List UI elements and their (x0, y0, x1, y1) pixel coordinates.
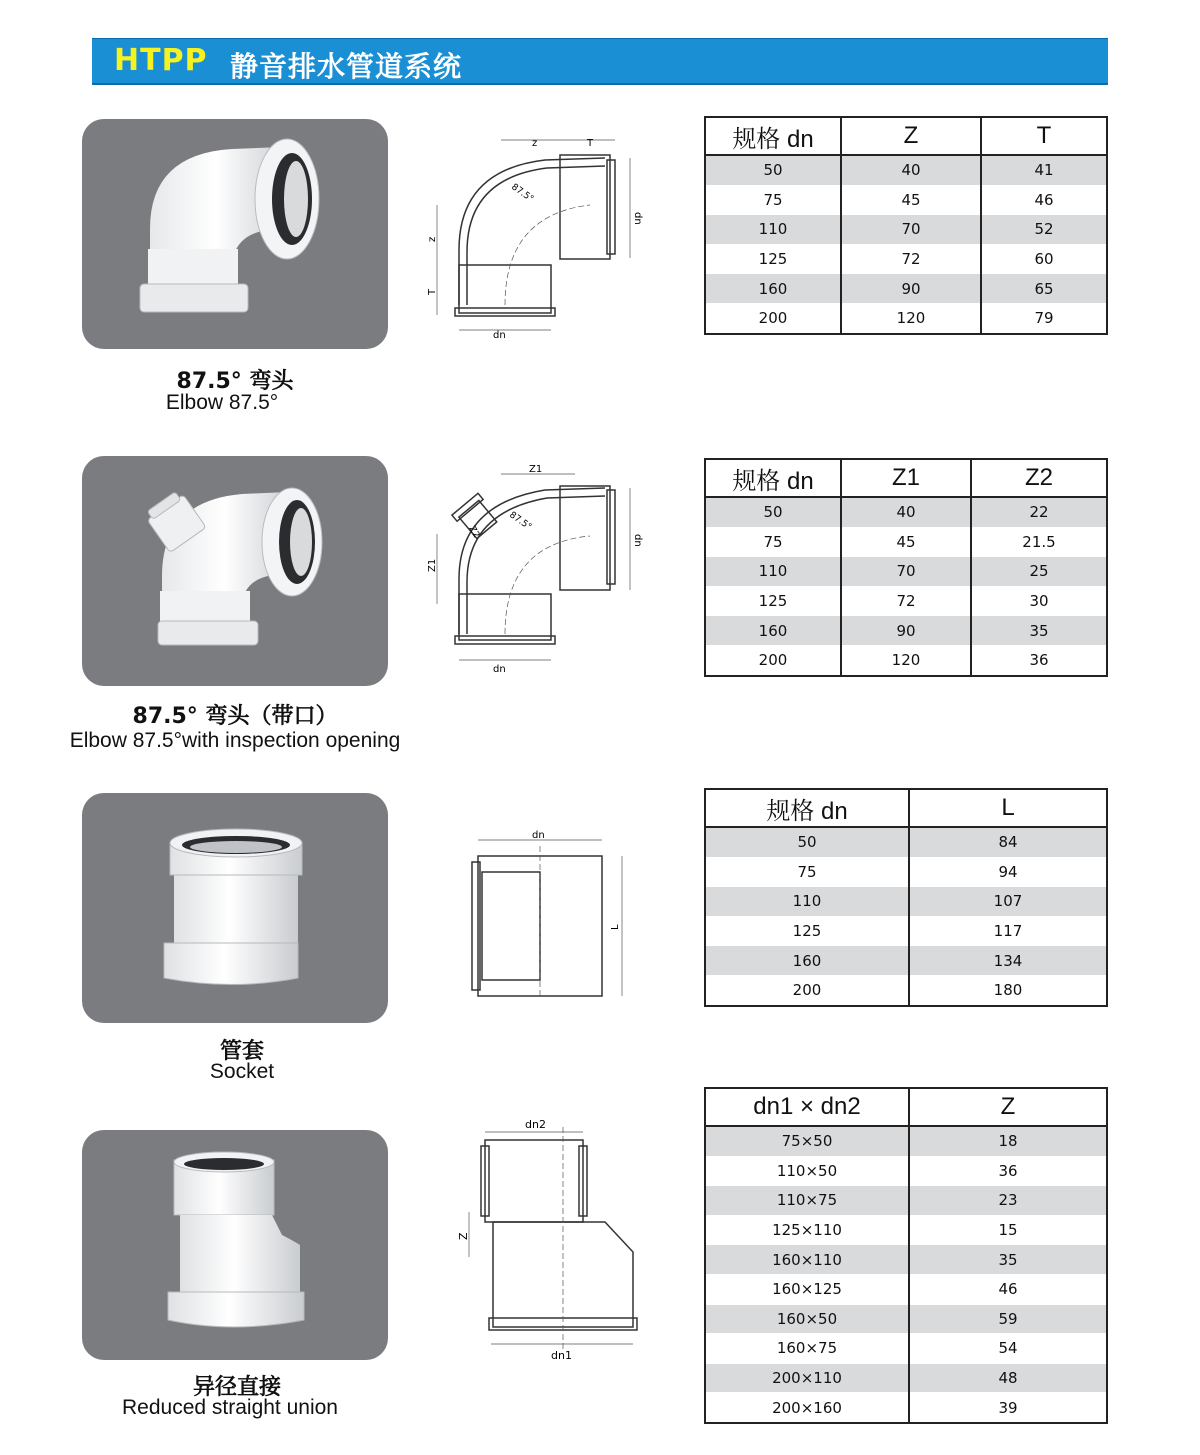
table-cell: 160 (705, 274, 841, 304)
table-row (705, 1156, 1107, 1186)
table-header: dn1 × dn2 (705, 1088, 909, 1126)
table-cell: 120 (841, 645, 971, 675)
table-cell: 45 (841, 185, 981, 215)
table-cell: 15 (909, 1215, 1107, 1245)
table-cell: 54 (909, 1334, 1107, 1364)
table-cell: 35 (909, 1245, 1107, 1275)
table-header: L (909, 789, 1107, 827)
table-row (705, 857, 1107, 887)
table-cell: 110 (705, 887, 909, 917)
reducer-image (82, 1130, 388, 1360)
socket-image (82, 793, 388, 1023)
table-cell: 75 (705, 185, 841, 215)
table-header: Z1 (841, 459, 971, 497)
dim-z2-label: Z2 (466, 524, 482, 540)
table-header: Z2 (971, 459, 1107, 497)
dim-dn-label: dn (493, 664, 506, 675)
table-cell: 120 (841, 303, 981, 333)
table-cell: 160×75 (705, 1334, 909, 1364)
socket-drawing (462, 826, 642, 1001)
elbow-image (82, 119, 388, 349)
table-cell: 60 (981, 244, 1107, 274)
socket-spec-table (704, 788, 1108, 1007)
elbow-caption-cn: 87.5° 弯头 (176, 369, 294, 394)
table-row (705, 916, 1107, 946)
table-cell: 65 (981, 274, 1107, 304)
table-cell: 46 (981, 185, 1107, 215)
table-cell: 30 (971, 586, 1107, 616)
table-header: Z (909, 1088, 1107, 1126)
table-cell: 160×110 (705, 1245, 909, 1275)
elbow-inspection-photo (82, 456, 388, 686)
elbow-inspection-caption-en: Elbow 87.5°with inspection opening (69, 729, 401, 752)
table-cell: 160 (705, 946, 909, 976)
table-cell: 110 (705, 215, 841, 245)
table-cell: 160×50 (705, 1304, 909, 1334)
table-cell: 160 (705, 616, 841, 646)
socket-caption-cn: 管套 (219, 1039, 264, 1064)
title-banner (92, 38, 1108, 85)
table-row (705, 1126, 1107, 1156)
table-cell: 50 (705, 155, 841, 185)
table-row (705, 185, 1107, 215)
table-cell: 84 (909, 827, 1107, 857)
table-row (705, 827, 1107, 857)
table-row (705, 586, 1107, 616)
table-cell: 35 (971, 616, 1107, 646)
reducer-caption-cn: 异径直接 (192, 1375, 281, 1400)
table-cell: 75 (705, 527, 841, 557)
table-cell: 90 (841, 616, 971, 646)
table-cell: 21.5 (971, 527, 1107, 557)
elbow-drawing (425, 130, 645, 345)
table-cell: 125 (705, 244, 841, 274)
dim-z1-label: Z1 (529, 464, 543, 475)
table-cell: 94 (909, 857, 1107, 887)
table-cell: 18 (909, 1126, 1107, 1156)
table-cell: 22 (971, 497, 1107, 527)
reducer-caption-en: Reduced straight union (122, 1396, 338, 1419)
table-cell: 75×50 (705, 1126, 909, 1156)
table-cell: 72 (841, 244, 981, 274)
table-cell: 48 (909, 1363, 1107, 1393)
table-cell: 25 (971, 557, 1107, 587)
table-row (705, 1274, 1107, 1304)
table-cell: 70 (841, 557, 971, 587)
table-cell: 117 (909, 916, 1107, 946)
elbow-inspection-spec-table (704, 458, 1108, 677)
dim-z-label: Z (457, 1232, 470, 1240)
dim-l-label: L (610, 924, 621, 930)
table-cell: 50 (705, 497, 841, 527)
table-header: T (981, 117, 1107, 155)
table-row (705, 1334, 1107, 1364)
table-cell: 40 (841, 497, 971, 527)
dim-dn-side-label: dn (632, 534, 643, 547)
table-cell: 72 (841, 586, 971, 616)
dim-t-side-label: T (427, 288, 438, 295)
table-row (705, 527, 1107, 557)
table-cell: 45 (841, 527, 971, 557)
table-row (705, 1393, 1107, 1423)
table-cell: 52 (981, 215, 1107, 245)
elbow-spec-table (704, 116, 1108, 335)
elbow-inspection-drawing (425, 464, 645, 679)
page-title: 静音排水管道系统 (230, 50, 463, 83)
dim-dn1-label: dn1 (551, 1349, 572, 1362)
table-cell: 125 (705, 916, 909, 946)
table-cell: 36 (909, 1156, 1107, 1186)
table-cell: 200 (705, 975, 909, 1005)
elbow-caption-en: Elbow 87.5° (165, 391, 279, 414)
table-row (705, 616, 1107, 646)
table-row (705, 1363, 1107, 1393)
table-cell: 125 (705, 586, 841, 616)
dim-z-side-label: z (427, 236, 438, 242)
elbow-inspection-image (82, 456, 388, 686)
table-cell: 200 (705, 303, 841, 333)
table-cell: 41 (981, 155, 1107, 185)
table-cell: 59 (909, 1304, 1107, 1334)
table-cell: 134 (909, 946, 1107, 976)
table-cell: 110×75 (705, 1186, 909, 1216)
table-row (705, 215, 1107, 245)
dim-t-label: T (587, 138, 594, 149)
table-cell: 70 (841, 215, 981, 245)
reducer-drawing (455, 1112, 645, 1367)
dim-angle-label: 87.5° (509, 182, 536, 205)
table-cell: 107 (909, 887, 1107, 917)
dim-z-label: z (532, 138, 538, 149)
table-cell: 79 (981, 303, 1107, 333)
reducer-spec-table (704, 1087, 1108, 1424)
table-row (705, 274, 1107, 304)
table-cell: 46 (909, 1274, 1107, 1304)
table-cell: 75 (705, 857, 909, 887)
socket-photo (82, 793, 388, 1023)
table-row (705, 303, 1107, 333)
dim-dn-side-label: dn (632, 212, 643, 225)
table-row (705, 244, 1107, 274)
table-row (705, 975, 1107, 1005)
reducer-photo (82, 1130, 388, 1360)
table-row (705, 497, 1107, 527)
table-cell: 50 (705, 827, 909, 857)
table-cell: 36 (971, 645, 1107, 675)
dim-angle-label: 87.5° (507, 510, 534, 533)
table-row (705, 557, 1107, 587)
dim-dn-label: dn (493, 330, 506, 341)
table-row (705, 1245, 1107, 1275)
dim-dn-label: dn (532, 830, 545, 841)
elbow-inspection-caption-cn: 87.5° 弯头（带口） (132, 704, 338, 729)
dim-dn2-label: dn2 (525, 1118, 546, 1131)
socket-caption-en: Socket (209, 1060, 275, 1083)
table-cell: 160×125 (705, 1274, 909, 1304)
table-cell: 40 (841, 155, 981, 185)
table-row (705, 1304, 1107, 1334)
table-cell: 110×50 (705, 1156, 909, 1186)
table-row (705, 946, 1107, 976)
table-header: Z (841, 117, 981, 155)
table-cell: 200 (705, 645, 841, 675)
table-header: 规格 dn (705, 459, 841, 497)
table-cell: 180 (909, 975, 1107, 1005)
table-header: 规格 dn (705, 789, 909, 827)
table-row (705, 645, 1107, 675)
table-cell: 23 (909, 1186, 1107, 1216)
table-cell: 200×160 (705, 1393, 909, 1423)
table-row (705, 887, 1107, 917)
table-cell: 125×110 (705, 1215, 909, 1245)
table-cell: 39 (909, 1393, 1107, 1423)
table-cell: 200×110 (705, 1363, 909, 1393)
table-header: 规格 dn (705, 117, 841, 155)
table-cell: 90 (841, 274, 981, 304)
table-row (705, 1215, 1107, 1245)
elbow-photo (82, 119, 388, 349)
brand-name: HTPP (114, 43, 208, 78)
table-cell: 110 (705, 557, 841, 587)
table-row (705, 1186, 1107, 1216)
dim-z1-side-label: Z1 (427, 558, 438, 572)
table-row (705, 155, 1107, 185)
